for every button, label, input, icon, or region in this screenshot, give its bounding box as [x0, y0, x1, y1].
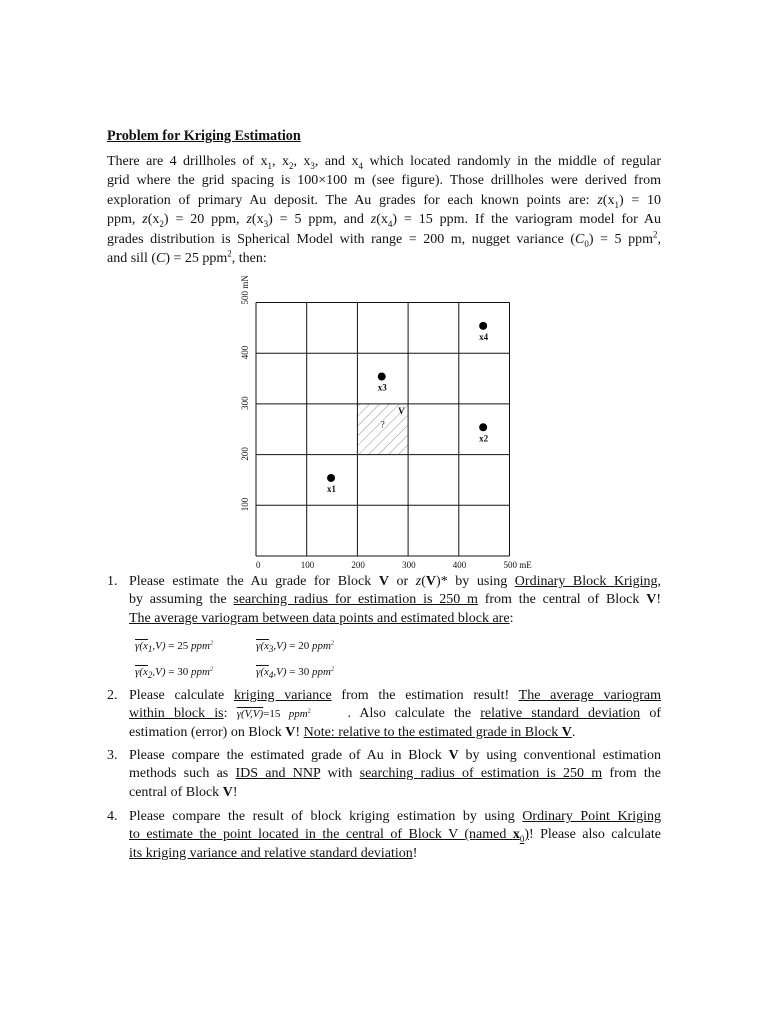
statement-line-6: and sill (C) = 25 ppm$^2$, then:	[107, 248, 267, 267]
x-tick-label: 500 mE	[503, 560, 532, 570]
y-tick-label: 300	[240, 396, 250, 410]
page-title: Problem for Kriging Estimation	[107, 128, 301, 144]
grid-svg	[238, 268, 538, 568]
x-tick-label: 400	[452, 560, 467, 570]
drillhole-point-x1	[327, 474, 335, 482]
equation-x1-v: $\gamma(x_1,V) = 25$ ppm$^2$	[135, 640, 213, 655]
grid-figure	[238, 268, 538, 568]
equation-x2-v: $\gamma(x_2,V) = 30$ ppm$^2$	[135, 666, 213, 681]
question-1-text: Please estimate the Au grade for Block V or z(V)* by using Ordinary Block Kriging, by assuming the searching radius for estimation is 250 m from the central of Block V! The average variogram between data points and estimated block are:	[129, 574, 661, 626]
drillhole-point-x4	[479, 322, 487, 330]
y-tick-label: 200	[240, 447, 250, 461]
problem-statement	[107, 152, 661, 268]
question-4-text: Please compare the result of block kriging estimation by using Ordinary Point Kriging to estimate the point located in the central of Block V (named $x_0$)! Please also calculate its kriging variance and relative standard deviation!	[129, 809, 662, 861]
question-number: 2.	[107, 688, 118, 703]
drillhole-label-x3: x3	[377, 382, 387, 393]
drillhole-label-x1: x1	[327, 483, 337, 494]
y-tick-label: 100	[240, 497, 250, 512]
statement-line-3: exploration of primary Au deposit. The Au grades for each known points are: $z(x_1) = 10$	[107, 192, 661, 210]
x-tick-label: 0	[256, 560, 261, 570]
y-tick-label: 400	[240, 345, 250, 360]
statement-line-2: grid where the grid spacing is 100×100 m (see figure). Those drillholes were derived from	[107, 173, 661, 189]
block-v-label: V	[398, 405, 405, 416]
question-3-text: Please compare the estimated grade of Au in Block V by using conventional estimation methods such as IDS and NNP with searching radius of estimation is 250 m from the central of Block V!	[129, 748, 661, 800]
x-tick-label: 200	[351, 560, 365, 570]
y-tick-label: 500 mN	[240, 275, 250, 305]
question-2-text: Please calculate kriging variance from the estimation result! The average variogram within block is: γ(V,V)=15 ppm$^2$ . Also calculate the relative standard deviation of estimation (error) on Block V! Note: relative to the estimated grade in Block V.	[129, 688, 661, 740]
block-unknown-mark: ?	[380, 419, 385, 430]
drillhole-point-x2	[479, 423, 487, 431]
question-number: 3.	[107, 748, 118, 763]
drillhole-label-x2: x2	[479, 433, 489, 444]
x-tick-label: 100	[300, 560, 315, 570]
equation-x3-v: $\gamma(x_3,V) = 20$ ppm$^2$	[256, 640, 334, 655]
statement-line-1: There are 4 drillholes of $x_1$, $x_2$, $x_3$, and $x_4$ which located randomly in the middle of regular	[107, 154, 662, 171]
drillhole-point-x3	[378, 373, 386, 381]
equation-x4-v: $\gamma(x_4,V) = 30$ ppm$^2$	[256, 666, 334, 681]
x-tick-label: 300	[402, 560, 416, 570]
drillhole-label-x4: x4	[479, 331, 489, 342]
statement-line-4: ppm, $z(x_2) = 20$ ppm, $z(x_3) = 5$ ppm, and $z(x_4) = 15$ ppm. If the variogram model for Au	[107, 212, 662, 230]
statement-line-5: grades distribution is Spherical Model with range = 200 m, nugget variance $(C_0) = 5$ ppm$^2$,	[107, 228, 662, 249]
question-number: 1.	[107, 574, 118, 589]
question-number: 4.	[107, 809, 118, 824]
